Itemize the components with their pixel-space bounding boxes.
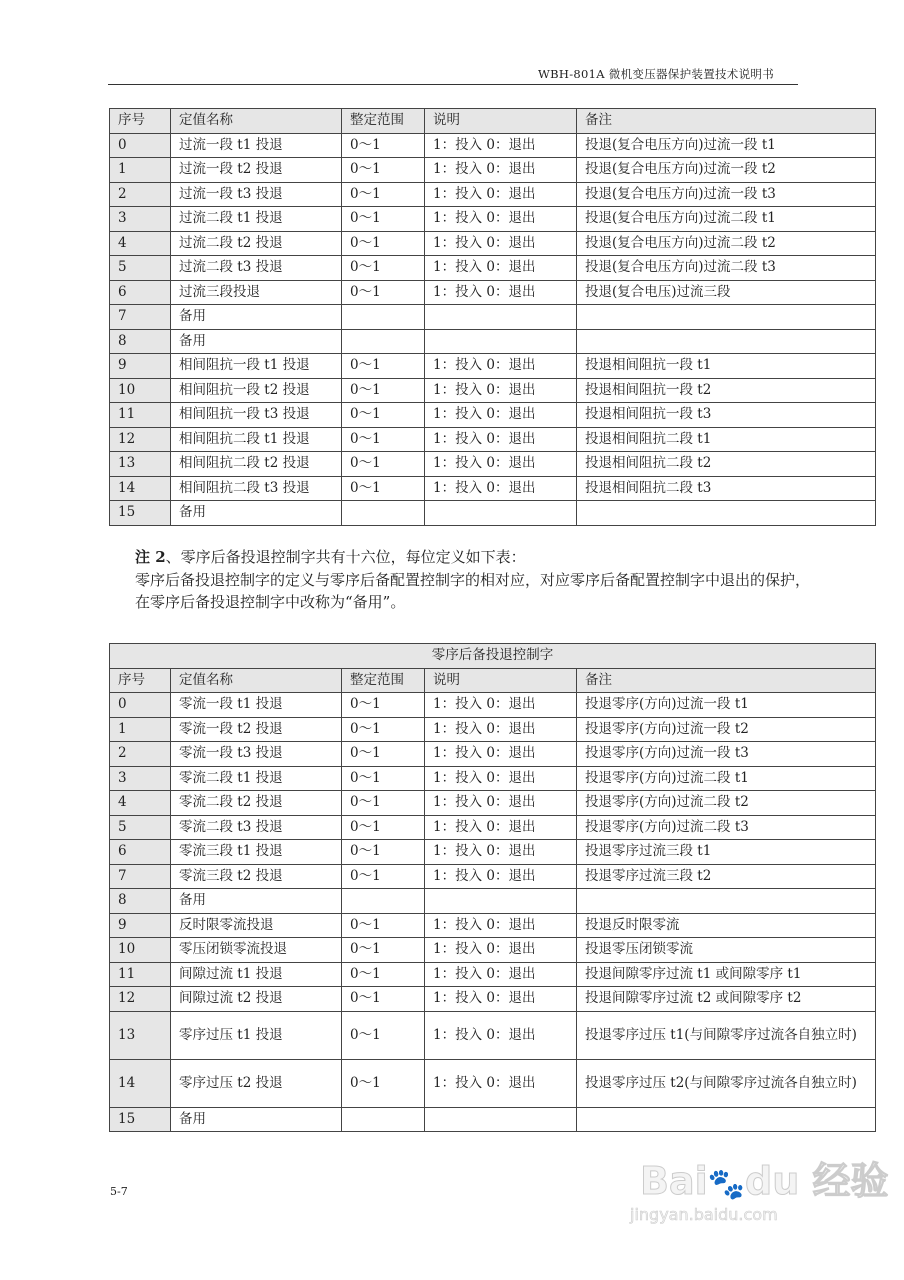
setting-name-cell: 反时限零流投退 <box>171 913 342 938</box>
table-row <box>110 207 876 232</box>
remark-cell: 投退零序(方向)过流二段 t3 <box>577 815 876 840</box>
table-row <box>110 476 876 501</box>
range-cell: 0～1 <box>342 452 425 477</box>
table-row <box>110 427 876 452</box>
index-cell: 6 <box>110 280 171 305</box>
setting-name-cell: 相间阻抗二段 t1 投退 <box>171 427 342 452</box>
description-cell: 1：投入 0：退出 <box>425 1011 577 1059</box>
description-cell: 1：投入 0：退出 <box>425 766 577 791</box>
range-cell <box>342 889 425 914</box>
baidu-watermark <box>630 1150 889 1224</box>
setting-name-cell: 过流二段 t2 投退 <box>171 231 342 256</box>
index-cell: 4 <box>110 231 171 256</box>
setting-name-cell: 零流一段 t2 投退 <box>171 717 342 742</box>
control-word-table-2 <box>109 643 876 1132</box>
table-row <box>110 1107 876 1132</box>
column-header: 整定范围 <box>342 668 425 693</box>
table-row <box>110 742 876 767</box>
range-cell: 0～1 <box>342 133 425 158</box>
description-cell: 1：投入 0：退出 <box>425 476 577 501</box>
remark-cell: 投退零序(方向)过流二段 t1 <box>577 766 876 791</box>
description-cell <box>425 889 577 914</box>
index-cell: 6 <box>110 840 171 865</box>
setting-name-cell: 零流三段 t2 投退 <box>171 864 342 889</box>
index-cell: 1 <box>110 717 171 742</box>
range-cell: 0～1 <box>342 182 425 207</box>
range-cell: 0～1 <box>342 476 425 501</box>
remark-cell <box>577 1107 876 1132</box>
description-cell: 1：投入 0：退出 <box>425 403 577 428</box>
setting-name-cell: 相间阻抗一段 t1 投退 <box>171 354 342 379</box>
description-cell: 1：投入 0：退出 <box>425 840 577 865</box>
column-header: 序号 <box>110 109 171 134</box>
index-cell: 2 <box>110 742 171 767</box>
remark-cell: 投退相间阻抗二段 t3 <box>577 476 876 501</box>
watermark-logo: Bai🐾du 经验 <box>640 1159 889 1203</box>
description-cell: 1：投入 0：退出 <box>425 717 577 742</box>
range-cell <box>342 329 425 354</box>
table-title: 零序后备投退控制字 <box>110 644 876 669</box>
index-cell: 14 <box>110 1059 171 1107</box>
index-cell: 13 <box>110 1011 171 1059</box>
column-header: 整定范围 <box>342 109 425 134</box>
setting-name-cell: 过流一段 t2 投退 <box>171 158 342 183</box>
setting-name-cell: 零流一段 t1 投退 <box>171 693 342 718</box>
table-row <box>110 133 876 158</box>
description-cell: 1：投入 0：退出 <box>425 815 577 840</box>
note-label: 注 2 <box>135 548 166 566</box>
index-cell: 7 <box>110 864 171 889</box>
index-cell: 0 <box>110 693 171 718</box>
remark-cell: 投退(复合电压方向)过流一段 t2 <box>577 158 876 183</box>
remark-cell <box>577 501 876 526</box>
table-row <box>110 256 876 281</box>
range-cell: 0～1 <box>342 987 425 1012</box>
table-header-row <box>110 668 876 693</box>
setting-name-cell: 零流二段 t3 投退 <box>171 815 342 840</box>
column-header: 序号 <box>110 668 171 693</box>
remark-cell: 投退(复合电压)过流三段 <box>577 280 876 305</box>
column-header: 备注 <box>577 109 876 134</box>
page-number: 5-7 <box>110 1185 128 1198</box>
table-row <box>110 938 876 963</box>
setting-name-cell: 过流二段 t3 投退 <box>171 256 342 281</box>
table-row <box>110 913 876 938</box>
table-row <box>110 501 876 526</box>
description-cell: 1：投入 0：退出 <box>425 962 577 987</box>
range-cell <box>342 501 425 526</box>
index-cell: 8 <box>110 889 171 914</box>
setting-name-cell: 零序过压 t1 投退 <box>171 1011 342 1059</box>
range-cell: 0～1 <box>342 791 425 816</box>
description-cell: 1：投入 0：退出 <box>425 256 577 281</box>
range-cell <box>342 305 425 330</box>
setting-name-cell: 间隙过流 t1 投退 <box>171 962 342 987</box>
description-cell: 1：投入 0：退出 <box>425 427 577 452</box>
remark-cell: 投退(复合电压方向)过流一段 t3 <box>577 182 876 207</box>
description-cell: 1：投入 0：退出 <box>425 378 577 403</box>
remark-cell: 投退(复合电压方向)过流二段 t2 <box>577 231 876 256</box>
remark-cell: 投退零序过流三段 t2 <box>577 864 876 889</box>
column-header: 说明 <box>425 668 577 693</box>
range-cell: 0～1 <box>342 962 425 987</box>
remark-cell: 投退零压闭锁零流 <box>577 938 876 963</box>
description-cell: 1：投入 0：退出 <box>425 158 577 183</box>
setting-name-cell: 零流三段 t1 投退 <box>171 840 342 865</box>
remark-cell: 投退零序(方向)过流一段 t3 <box>577 742 876 767</box>
table-row <box>110 354 876 379</box>
remark-cell: 投退(复合电压方向)过流二段 t1 <box>577 207 876 232</box>
range-cell: 0～1 <box>342 913 425 938</box>
remark-cell: 投退零序过流三段 t1 <box>577 840 876 865</box>
setting-name-cell: 零流二段 t2 投退 <box>171 791 342 816</box>
range-cell: 0～1 <box>342 256 425 281</box>
index-cell: 14 <box>110 476 171 501</box>
remark-cell: 投退(复合电压方向)过流二段 t3 <box>577 256 876 281</box>
index-cell: 15 <box>110 501 171 526</box>
table-title-row <box>110 644 876 669</box>
table-row <box>110 815 876 840</box>
remark-cell: 投退相间阻抗一段 t3 <box>577 403 876 428</box>
range-cell: 0～1 <box>342 766 425 791</box>
table-row <box>110 840 876 865</box>
setting-name-cell: 相间阻抗一段 t2 投退 <box>171 378 342 403</box>
index-cell: 0 <box>110 133 171 158</box>
index-cell: 4 <box>110 791 171 816</box>
setting-name-cell: 零流二段 t1 投退 <box>171 766 342 791</box>
remark-cell: 投退零序过压 t1(与间隙零序过流各自独立时) <box>577 1011 876 1059</box>
column-header: 说明 <box>425 109 577 134</box>
header-rule <box>108 84 798 85</box>
setting-name-cell: 备用 <box>171 889 342 914</box>
remark-cell: 投退零序过压 t2(与间隙零序过流各自独立时) <box>577 1059 876 1107</box>
index-cell: 12 <box>110 987 171 1012</box>
range-cell <box>342 1107 425 1132</box>
table-row <box>110 1059 876 1107</box>
setting-name-cell: 备用 <box>171 501 342 526</box>
table-row <box>110 791 876 816</box>
description-cell <box>425 501 577 526</box>
range-cell: 0～1 <box>342 1059 425 1107</box>
index-cell: 3 <box>110 766 171 791</box>
setting-name-cell: 零序过压 t2 投退 <box>171 1059 342 1107</box>
index-cell: 7 <box>110 305 171 330</box>
table-row <box>110 305 876 330</box>
remark-cell: 投退零序(方向)过流一段 t1 <box>577 693 876 718</box>
range-cell: 0～1 <box>342 378 425 403</box>
description-cell: 1：投入 0：退出 <box>425 913 577 938</box>
setting-name-cell: 相间阻抗一段 t3 投退 <box>171 403 342 428</box>
column-header: 备注 <box>577 668 876 693</box>
description-cell: 1：投入 0：退出 <box>425 207 577 232</box>
range-cell: 0～1 <box>342 280 425 305</box>
note-line1: 、零序后备投退控制字共有十六位，每位定义如下表： <box>165 548 526 566</box>
description-cell <box>425 1107 577 1132</box>
description-cell: 1：投入 0：退出 <box>425 231 577 256</box>
range-cell: 0～1 <box>342 207 425 232</box>
description-cell: 1：投入 0：退出 <box>425 280 577 305</box>
column-header: 定值名称 <box>171 109 342 134</box>
table-row <box>110 158 876 183</box>
setting-name-cell: 零流一段 t3 投退 <box>171 742 342 767</box>
watermark-url: jingyan.baidu.com <box>630 1205 778 1224</box>
description-cell <box>425 329 577 354</box>
remark-cell: 投退间隙零序过流 t1 或间隙零序 t1 <box>577 962 876 987</box>
note-2 <box>135 546 815 614</box>
index-cell: 5 <box>110 256 171 281</box>
description-cell: 1：投入 0：退出 <box>425 133 577 158</box>
table-row <box>110 403 876 428</box>
index-cell: 9 <box>110 913 171 938</box>
setting-name-cell: 备用 <box>171 1107 342 1132</box>
table-row <box>110 962 876 987</box>
setting-name-cell: 备用 <box>171 329 342 354</box>
range-cell: 0～1 <box>342 1011 425 1059</box>
range-cell: 0～1 <box>342 158 425 183</box>
table-row <box>110 329 876 354</box>
remark-cell: 投退反时限零流 <box>577 913 876 938</box>
range-cell: 0～1 <box>342 693 425 718</box>
setting-name-cell: 间隙过流 t2 投退 <box>171 987 342 1012</box>
description-cell: 1：投入 0：退出 <box>425 864 577 889</box>
remark-cell: 投退零序(方向)过流一段 t2 <box>577 717 876 742</box>
index-cell: 9 <box>110 354 171 379</box>
note-line2: 零序后备投退控制字的定义与零序后备配置控制字的相对应，对应零序后备配置控制字中退出的保护，在零序后备投退控制字中改称为“备用”。 <box>135 570 811 611</box>
description-cell: 1：投入 0：退出 <box>425 452 577 477</box>
table-row <box>110 452 876 477</box>
index-cell: 10 <box>110 938 171 963</box>
remark-cell <box>577 305 876 330</box>
running-header: WBH-801A 微机变压器保护装置技术说明书 <box>538 67 774 81</box>
description-cell: 1：投入 0：退出 <box>425 1059 577 1107</box>
description-cell: 1：投入 0：退出 <box>425 987 577 1012</box>
table-row <box>110 182 876 207</box>
table-row <box>110 693 876 718</box>
index-cell: 8 <box>110 329 171 354</box>
index-cell: 15 <box>110 1107 171 1132</box>
table-row <box>110 717 876 742</box>
setting-name-cell: 过流一段 t1 投退 <box>171 133 342 158</box>
index-cell: 11 <box>110 403 171 428</box>
table-row <box>110 864 876 889</box>
index-cell: 3 <box>110 207 171 232</box>
column-header: 定值名称 <box>171 668 342 693</box>
remark-cell: 投退间隙零序过流 t2 或间隙零序 t2 <box>577 987 876 1012</box>
index-cell: 13 <box>110 452 171 477</box>
remark-cell: 投退零序(方向)过流二段 t2 <box>577 791 876 816</box>
table-row <box>110 766 876 791</box>
range-cell: 0～1 <box>342 427 425 452</box>
range-cell: 0～1 <box>342 231 425 256</box>
range-cell: 0～1 <box>342 864 425 889</box>
description-cell: 1：投入 0：退出 <box>425 742 577 767</box>
control-word-table-1 <box>109 108 876 526</box>
description-cell <box>425 305 577 330</box>
setting-name-cell: 相间阻抗二段 t2 投退 <box>171 452 342 477</box>
setting-name-cell: 零压闭锁零流投退 <box>171 938 342 963</box>
index-cell: 10 <box>110 378 171 403</box>
table-row <box>110 1011 876 1059</box>
remark-cell <box>577 889 876 914</box>
remark-cell <box>577 329 876 354</box>
index-cell: 1 <box>110 158 171 183</box>
index-cell: 11 <box>110 962 171 987</box>
table-row <box>110 889 876 914</box>
remark-cell: 投退相间阻抗二段 t1 <box>577 427 876 452</box>
table-row <box>110 280 876 305</box>
range-cell: 0～1 <box>342 403 425 428</box>
index-cell: 5 <box>110 815 171 840</box>
description-cell: 1：投入 0：退出 <box>425 938 577 963</box>
setting-name-cell: 备用 <box>171 305 342 330</box>
range-cell: 0～1 <box>342 354 425 379</box>
description-cell: 1：投入 0：退出 <box>425 182 577 207</box>
range-cell: 0～1 <box>342 938 425 963</box>
table-header-row <box>110 109 876 134</box>
remark-cell: 投退相间阻抗一段 t1 <box>577 354 876 379</box>
table-row <box>110 231 876 256</box>
remark-cell: 投退相间阻抗二段 t2 <box>577 452 876 477</box>
description-cell: 1：投入 0：退出 <box>425 354 577 379</box>
setting-name-cell: 过流三段投退 <box>171 280 342 305</box>
range-cell: 0～1 <box>342 742 425 767</box>
description-cell: 1：投入 0：退出 <box>425 791 577 816</box>
setting-name-cell: 相间阻抗二段 t3 投退 <box>171 476 342 501</box>
range-cell: 0～1 <box>342 717 425 742</box>
range-cell: 0～1 <box>342 840 425 865</box>
remark-cell: 投退(复合电压方向)过流一段 t1 <box>577 133 876 158</box>
setting-name-cell: 过流二段 t1 投退 <box>171 207 342 232</box>
range-cell: 0～1 <box>342 815 425 840</box>
table-row <box>110 378 876 403</box>
description-cell: 1：投入 0：退出 <box>425 693 577 718</box>
setting-name-cell: 过流一段 t3 投退 <box>171 182 342 207</box>
index-cell: 12 <box>110 427 171 452</box>
remark-cell: 投退相间阻抗一段 t2 <box>577 378 876 403</box>
table-row <box>110 987 876 1012</box>
index-cell: 2 <box>110 182 171 207</box>
